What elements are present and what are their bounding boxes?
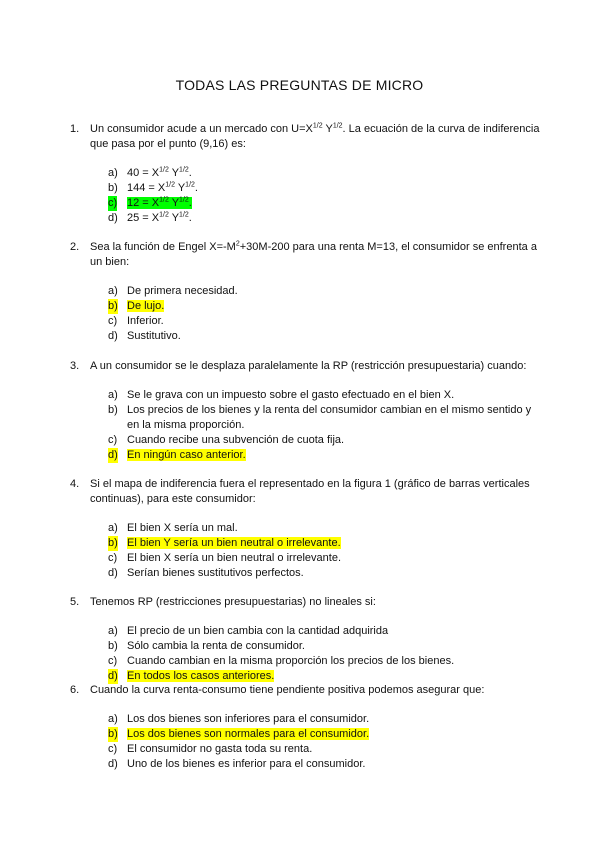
question-text: Si el mapa de indiferencia fuera el representado en la figura 1 (gráfico de barras verticales continuas), para este consumidor: — [90, 478, 530, 505]
options-q3 — [108, 388, 538, 463]
question-1 — [70, 122, 540, 152]
options-q5 — [108, 624, 538, 684]
question-number: 3. — [70, 360, 80, 372]
question-number: 4. — [70, 478, 80, 490]
question-text: A un consumidor se le desplaza paralelamente la RP (restricción presupuestaria) cuando: — [90, 360, 527, 372]
question-text: Tenemos RP (restricciones presupuestarias) no lineales si: — [90, 596, 376, 608]
option-c: c) Cuando cambian en la misma proporción los precios de los bienes. — [108, 655, 455, 667]
question-number: 5. — [70, 596, 80, 608]
question-3 — [70, 359, 540, 374]
options-q6 — [108, 712, 538, 772]
option-b: b) Sólo cambia la renta de consumidor. — [108, 640, 305, 652]
options-q1 — [108, 166, 538, 226]
option-a: a) $40 = X^{1/2}$ $Y^{1/2}$. — [108, 166, 192, 179]
option-b-correct: b) Los dos bienes son normales para el consumidor. — [108, 728, 370, 740]
option-c: c) Inferior. — [108, 315, 164, 327]
question-6 — [70, 683, 540, 698]
option-c: c) El consumidor no gasta toda su renta. — [108, 743, 313, 755]
option-d: d) $25 = X^{1/2}$ $Y^{1/2}$. — [108, 211, 192, 224]
option-d-correct: d) En ningún caso anterior. — [108, 449, 246, 461]
question-number: 2. — [70, 241, 80, 253]
option-b: b) $144 = X^{1/2}$ $Y^{1/2}$. — [108, 181, 198, 194]
option-b-correct: b) El bien Y sería un bien neutral o irrelevante. — [108, 537, 341, 549]
option-b-correct: b) De lujo. — [108, 300, 165, 312]
question-text: Sea la función de Engel $X=-M^2+30M-200$ para una renta M=13, el consumidor se enfrenta a un bien: — [90, 240, 537, 268]
option-a: a) Se le grava con un impuesto sobre el gasto efectuado en el bien X. — [108, 389, 455, 401]
option-d: d) Uno de los bienes es inferior para el consumidor. — [108, 758, 366, 770]
option-c: c) El bien X sería un bien neutral o irrelevante. — [108, 552, 342, 564]
question-number: 6. — [70, 684, 80, 696]
option-a: a) Los dos bienes son inferiores para el consumidor. — [108, 713, 370, 725]
question-4 — [70, 477, 540, 507]
options-q2 — [108, 284, 538, 344]
option-a: a) El precio de un bien cambia con la cantidad adquirida — [108, 625, 389, 637]
option-d: d) Serían bienes sustitutivos perfectos. — [108, 567, 304, 579]
option-d: d) Sustitutivo. — [108, 330, 181, 342]
option-a: a) De primera necesidad. — [108, 285, 238, 297]
options-q4 — [108, 521, 538, 581]
question-5 — [70, 595, 540, 610]
page-title: TODAS LAS PREGUNTAS DE MICRO — [175, 77, 424, 93]
question-2 — [70, 240, 540, 270]
option-c-correct: c) $12 = X^{1/2}$ $Y^{1/2}$. — [108, 196, 192, 209]
question-text: Un consumidor acude a un mercado con $U=X^{1/2}$ $Y^{1/2}$. La ecuación de la curva de indiferencia que pasa por el punto (9,16) es: — [90, 122, 540, 150]
option-c: c) Cuando recibe una subvención de cuota fija. — [108, 434, 345, 446]
option-d-correct: d) En todos los casos anteriores. — [108, 670, 275, 682]
option-b: b) Los precios de los bienes y la renta del consumidor cambian en el mismo sentido y en la misma proporción. — [108, 404, 532, 431]
question-text: Cuando la curva renta-consumo tiene pendiente positiva podemos asegurar que: — [90, 684, 485, 696]
question-number: 1. — [70, 123, 80, 135]
option-a: a) El bien X sería un mal. — [108, 522, 238, 534]
